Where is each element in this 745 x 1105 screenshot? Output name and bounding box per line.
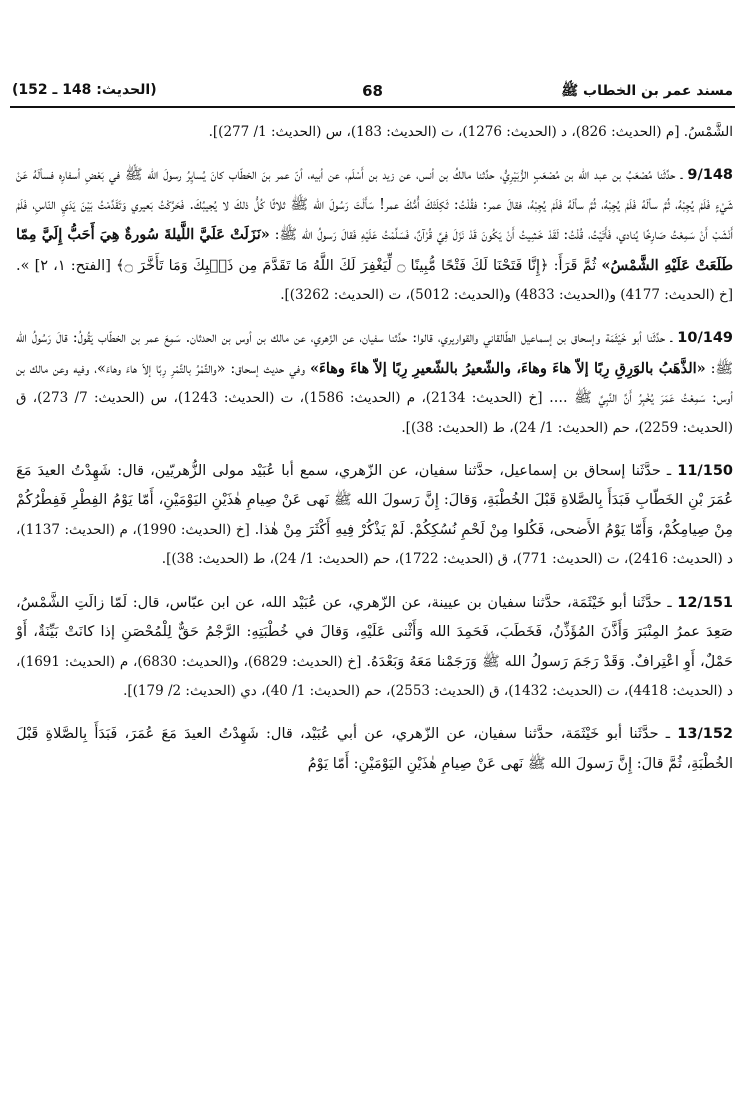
running-header — [10, 76, 735, 108]
hadith-paragraph — [16, 161, 733, 310]
hadith-text-tail: وفي حديث إسحاق: «والتَّمْرُ بالتَّمْرِ رِبًا إلاّ هاءَ وهاءَ»، وفيه وعن مالك بن أوس: سَمِعْتُ عَمَرَ يُخْبِرُ أَنَّ النَّبِيَّ ﷺ .... — [16, 360, 733, 407]
hadith-number: 11/150 — [677, 463, 733, 480]
hadith-number: 10/149 — [677, 330, 734, 347]
hadith-references: [خ (الحديث: 6829)، و(الحديث: 6830)، م (الحديث: 1691)، د (الحديث: 4418)، ت (الحديث: 1432)، ق (الحديث: 2553)، حم (الحديث: 1/ 40)، دي (الحديث: 2/ 179)]. — [16, 653, 733, 699]
hadith-text: ـ حدَّثَنا أبو خَيْثَمَة، حدَّثنا سفيان، عن الزّهري، عن أبي عُبَيْد، قال: شَهِدْتُ العيدَ مَعَ عُمَرَ، فَبَدَأَ بِالصَّلاةِ قَبْلَ الخُطْبَةِ، ثُمَّ قالَ: إِنَّ رَسولَ الله ﷺ نَهى عَنْ صِيامِ هٰذَيْنِ اليَوْمَيْنِ: أَمّا يَوْمُ — [16, 726, 733, 772]
hadith-paragraph — [16, 457, 733, 575]
header-hadith-range: (الحديث: 148 ـ 152) — [12, 82, 157, 98]
intro-text: الشَّمْسُ. [م (الحديث: 826)، د (الحديث: 1276)، ت (الحديث: 183)، س (الحديث: 1/ 277)]. — [208, 124, 733, 140]
hadith-paragraph — [16, 720, 733, 779]
hadith-number: 9/148 — [687, 167, 734, 184]
hadith-entry — [16, 161, 733, 310]
hadith-entry — [16, 589, 733, 707]
hadith-number: 12/151 — [677, 594, 733, 611]
hadith-paragraph — [16, 324, 733, 443]
hadith-entry — [16, 457, 733, 575]
page-number: 68 — [362, 82, 383, 100]
hadith-text: ـ حدَّثَنا أبو خَيْثَمَة، حدَّثنا سفيان بن عيينة، عن الزّهري، عن عُبَيْد الله، عن ابن عبّاس، قال: لَمّا زالَتِ الشَّمْسُ، صَعِدَ عمرُ المِنْبَرَ وَأَذَّنَ المُؤَذِّنُ، فَخَطَبَ، فَحَمِدَ الله وَأَثْنى عَلَيْهِ، وَقالَ في خُطْبَتِهِ: الرَّجْمُ حَقٌّ لِلْمُحْصَنِ إذا كانَتْ بَيِّنَةٌ، أَوْ حَمْلٌ، أَوِ اعْتِرافٌ. وَقَدْ رَجَمَ رَسولُ الله ﷺ وَرَجَمْنا مَعَهُ وَبَعْدَهُ. — [16, 594, 733, 670]
hadith-references: [خ (الحديث: 1990)، م (الحديث: 1137)، د (الحديث: 2416)، ت (الحديث: 771)، ق (الحديث: 1722)، حم (الحديث: 1/ 24)، ط (الحديث: 38)]. — [16, 521, 733, 568]
hadith-quote: «الذَّهَبُ بالوَرِقِ رِبًا إلاّ هاءَ وهاءَ، والشّعيرُ بالشّعيرِ رِبًا إلاّ هاءَ وهاءَ» — [309, 359, 706, 377]
header-title: مسند عمر بن الخطاب ﷺ — [561, 83, 733, 99]
hadith-paragraph — [16, 589, 733, 707]
intro-continuation — [16, 118, 733, 147]
hadith-text: ـ حدَّثَنا أبو خَيْثَمَة وإسحاق بن إسماعيل الطّالقاني والقواريري، قالوا: حدَّثنا سفيان، عن الزّهري، عن مالك بن أوس بن الحدثان. سَمِعَ عمر بن الخطّاب يَقُولُ: قالَ رَسُولُ الله ﷺ: — [16, 330, 733, 377]
hadith-entry — [16, 324, 733, 443]
hadith-text-tail: ثُمَّ قَرَأَ: ﴿إِنَّا فَتَحْنَا لَكَ فَتْحًا مُّبِينًا ۝ لِّيَغْفِرَ لَكَ اللَّهُ مَا تَقَدَّمَ مِن ذَنۢبِكَ وَمَا تَأَخَّرَ ۝﴾ [الفتح: ١، ٢] ». — [16, 257, 597, 274]
hadith-text: ـ حدَّثَنا مُصْعَبُ بن عبد الله بن مُصْعَبٍ الزُّبَيْرِيُّ، حدَّثنا مالكُ بن أنس، عن زيد بن أَسْلَم، عن أبيه، أنّ عمر بنَ الخطّاب كانَ يُسايِرُ رسولَ الله ﷺ في بَعْضِ أسفارِه فسألَهُ عَنْ شَيْءٍ فَلَمْ يُجِبْهُ، ثُمَّ سألَهُ فَلَمْ يُجِبْهُ، ثُمَّ سألَهُ فَلَمْ يُجِبْهُ، فقالَ عمر: فقُلْتُ: ثَكِلَتْكَ أُمُّكَ عمر! سَأَلْتَ رَسُولَ الله ﷺ ثلاثًا كُلُّ ذلكَ لا يُجيبُكَ. فَحَرَّكْتُ بَعيري وَتَقَدَّمْتُ بَيْنَ يَدَيِ النّاسِ، فَلَمْ أَنْشَبْ أَنْ سَمِعْتُ صَارِخًا يُنادي، فَأَتَيْتُ، قُلْتُ: لَقَدْ خَشِيتُ أَنْ يَكُونَ قَدْ نَزَلَ فِيَّ قُرْآنٌ، فَسَلَّمْتُ عَلَيْهِ فَقالَ رَسولُ الله ﷺ: — [16, 167, 733, 244]
hadith-quote: «نَزَلَتْ عَلَيَّ اللَّيلةَ سُورةٌ هِيَ أَحَبُّ إِلَيَّ مِمّا طَلَعَتْ عَلَيْهِ الشَّمْسُ» — [16, 226, 733, 274]
hadith-entry — [16, 720, 733, 779]
page-body — [16, 118, 733, 793]
hadith-text: ـ حدَّثَنا إسحاق بن إسماعيل، حدَّثنا سفيان، عن الزّهري، سمع أبا عُبَيْد مولى الزُّهريّين، قال: شَهِدْتُ العيدَ مَعَ عُمَرَ بْنِ الخَطّابِ فَبَدَأَ بِالصَّلاةِ قَبْلَ الخُطْبَةِ، وَقالَ: إِنَّ رَسولَ الله ﷺ نَهى عَنْ صِيامِ هٰذَيْنِ اليَوْمَيْنِ، أَمّا يَوْمُ الفِطْرِ فَفِطْرُكُمْ مِنْ صِيامِكُمْ، وَأَمّا يَوْمُ الأَضحى، فَكُلوا مِنْ لَحْمِ نُسُكِكُمْ. لَمْ يَذْكُرْ فِيهِ أَكْثَرَ مِنْ هٰذا. — [16, 463, 733, 538]
hadith-number: 13/152 — [677, 726, 734, 743]
hadith-references: [خ (الحديث: 2134)، م (الحديث: 1586)، ت (الحديث: 1243)، س (الحديث: 7/ 273)، ق (الحديث: 2259)، حم (الحديث: 1/ 24)، ط (الحديث: 38)]. — [16, 390, 733, 436]
hadith-references: [خ (الحديث: 4177) و(الحديث: 4833) و(الحديث: 5012)، ت (الحديث: 3262)]. — [280, 287, 733, 304]
